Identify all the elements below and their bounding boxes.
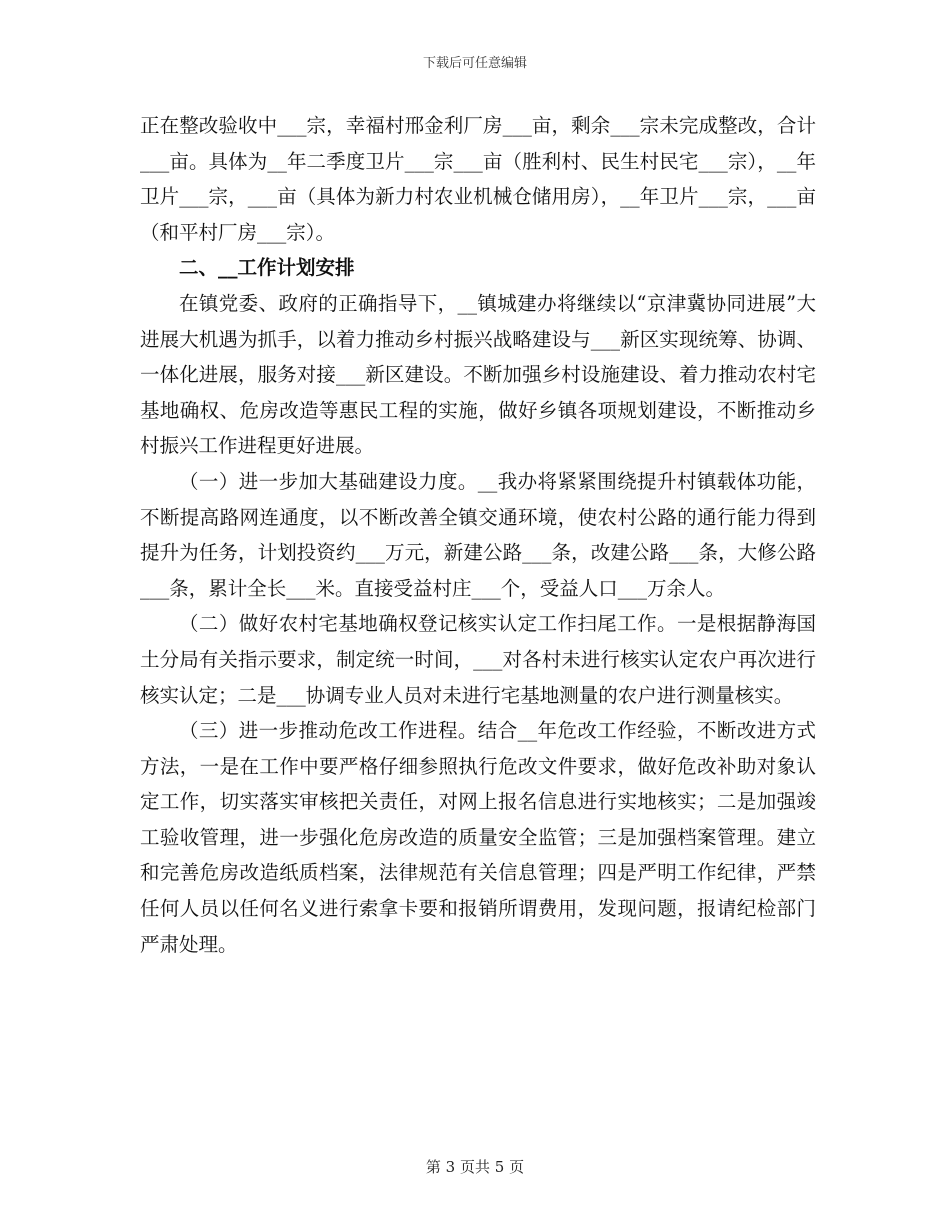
paragraph-item-1: （一）进一步加大基础建设力度。__我办将紧紧围绕提升村镇载体功能，不断提高路网连通度，以不断改善全镇交通环境，使农村公路的通行能力得到提升为任务，计划投资约___万元，新建公路___条，改建公路___条，大修公路___条，累计全长___米。直接受益村庄___个，受益人口___万余人。: [140, 469, 816, 600]
document-body: [140, 108, 816, 962]
page-header: 下载后可任意编辑: [422, 56, 527, 71]
paragraph-item-2: （二）做好农村宅基地确权登记核实认定工作扫尾工作。一是根据静海国土分局有关指示要求，制定统一时间，___对各村未进行核实认定农户再次进行核实认定；二是___协调专业人员对未进行宅基地测量的农户进行测量核实。: [140, 612, 816, 707]
page-number-footer: 第 3 页共 5 页: [425, 1158, 525, 1176]
paragraph-item-3: （三）进一步推动危改工作进程。结合__年危改工作经验，不断改进方式方法，一是在工作中要严格仔细参照执行危改文件要求，做好危改补助对象认定工作，切实落实审核把关责任，对网上报名信息进行实地核实；二是加强竣工验收管理，进一步强化危房改造的质量安全监管；三是加强档案管理。建立和完善危房改造纸质档案，法律规范有关信息管理；四是严明工作纪律，严禁任何人员以任何名义进行索拿卡要和报销所谓费用，发现问题，报请纪检部门严肃处理。: [140, 719, 816, 956]
paragraph-intro: 在镇党委、政府的正确指导下，__镇城建办将继续以“京津冀协同进展”大进展大机遇为抓手，以着力推动乡村振兴战略建设与___新区实现统筹、协调、一体化进展，服务对接___新区建设。不断加强乡村设施建设、着力推动农村宅基地确权、危房改造等惠民工程的实施，做好乡镇各项规划建设，不断推动乡村振兴工作进程更好进展。: [140, 291, 816, 458]
section-heading: 二、__工作计划安排: [179, 256, 355, 280]
paragraph-continuation: 正在整改验收中___宗，幸福村邢金利厂房___亩，剩余___宗未完成整改，合计___亩。具体为__年二季度卫片___宗___亩（胜利村、民生村民宅___宗），__年卫片___宗，___亩（具体为新力村农业机械仓储用房），__年卫片___宗，___亩（和平村厂房___宗）。: [140, 114, 816, 244]
